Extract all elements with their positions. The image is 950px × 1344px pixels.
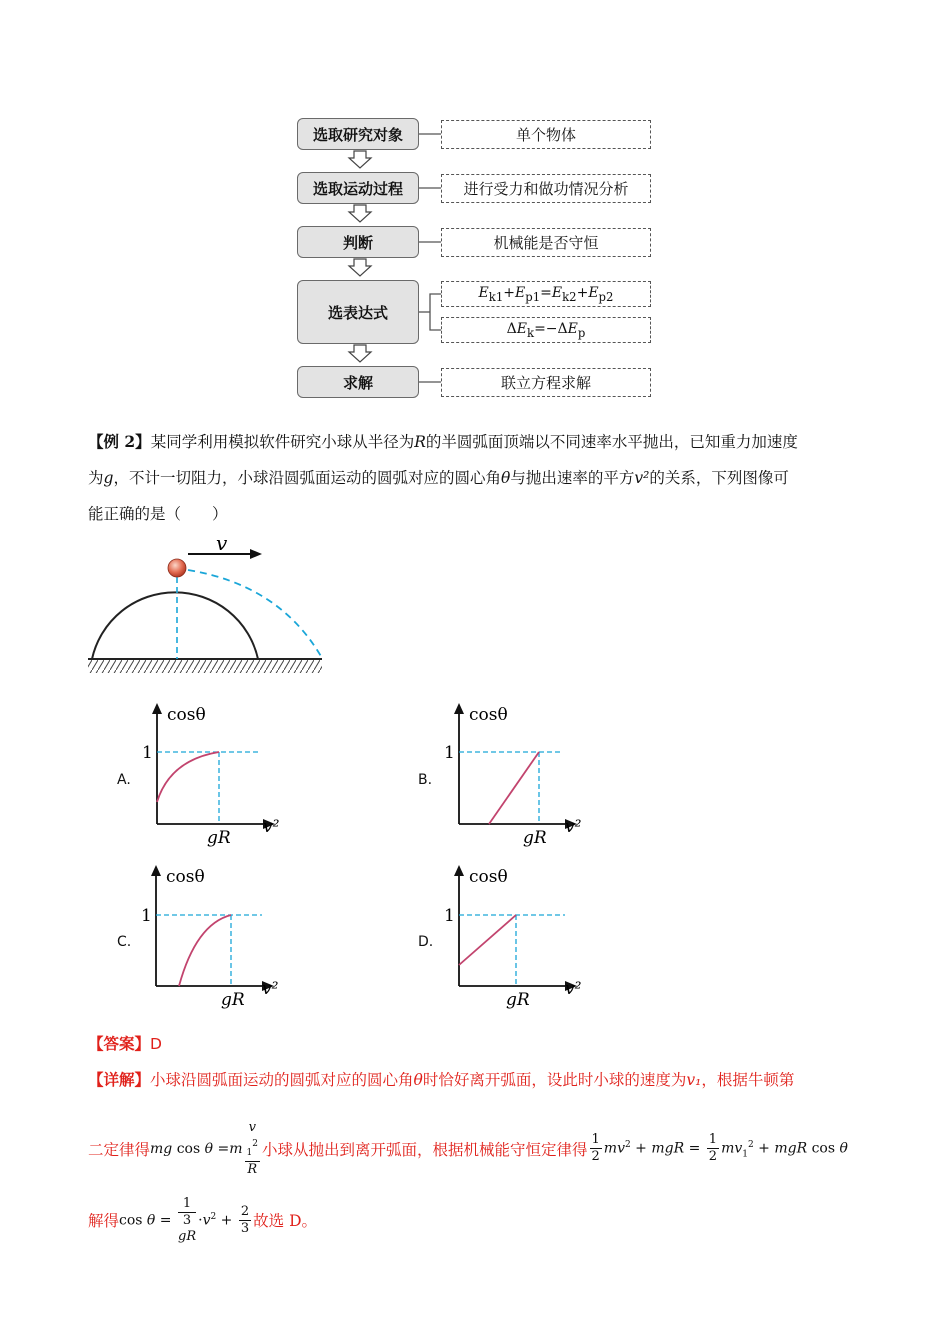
down-arrow-icon	[349, 151, 371, 168]
question-line2d: 的关系，下列图像可	[649, 469, 789, 487]
question-line1: 某同学利用模拟软件研究小球从半径为	[150, 433, 415, 451]
var-v2: v²	[634, 469, 650, 487]
question-line2b: ，不计一切阻力，小球沿圆弧面运动的圆弧对应的圆心角	[113, 469, 501, 487]
flowchart-connectors	[0, 0, 950, 410]
ball	[168, 559, 186, 577]
hemisphere-figure	[80, 530, 340, 680]
y-axis-label: cosθ	[469, 867, 508, 887]
explain-v1: v₁	[686, 1071, 702, 1089]
down-arrow-icon	[349, 259, 371, 276]
tick-one: 1	[142, 743, 153, 763]
newton-equation: mg cos θ =m v $_1^2$ R	[150, 1120, 258, 1177]
graph-c[interactable]	[134, 862, 294, 1012]
explain-tag: 【详解】	[88, 1070, 151, 1089]
explain-theta: θ	[413, 1071, 423, 1089]
x-axis-label: v²	[565, 817, 582, 837]
answer-line	[88, 1032, 162, 1054]
answer-tag: 【答案】	[88, 1034, 151, 1053]
option-a-label[interactable]: A.	[117, 772, 131, 788]
velocity-label: v	[216, 531, 228, 555]
explain-line2b: 小球从抛出到离开弧面，根据机械能守恒定律得	[262, 1140, 588, 1159]
note-energy-conserved: 机械能是否守恒	[441, 228, 651, 257]
var-theta: θ	[500, 469, 511, 487]
explain-line2a: 二定律得	[88, 1140, 151, 1159]
tick-one: 1	[141, 906, 152, 926]
question-line1b: 的半圆弧面顶端以不同速率水平抛出，已知重力加速度	[425, 433, 798, 451]
note-energy-equation: $E_{k1}+E_{p1}=E_{k2}+E_{p2}$	[441, 281, 651, 307]
x-axis-label: v²	[263, 817, 280, 837]
velocity-arrow-icon	[250, 549, 262, 559]
result-equation: cos θ = 1 3 gR $\cdot v^2$ + $\frac{2}{3}$	[119, 1195, 250, 1244]
explain-line1b: 时恰好离开弧面，设此时小球的速度为	[422, 1071, 687, 1089]
graph-a[interactable]	[135, 700, 295, 850]
note-single-object: 单个物体	[441, 120, 651, 149]
graph-d[interactable]	[437, 862, 597, 1012]
explain-line3b: 故选 D。	[253, 1212, 318, 1231]
question-line2c: 与抛出速率的平方	[510, 469, 635, 487]
y-axis-label: cosθ	[167, 705, 206, 725]
energy-equation: $\frac{1}{2}$ $mv^2$ + mgR = $\frac{1}{2}$ $mv_1^2$ + mgR cos θ	[591, 1132, 848, 1165]
note-force-work-analysis: 进行受力和做功情况分析	[441, 174, 651, 203]
tick-one: 1	[444, 743, 455, 763]
tick-gR: gR	[523, 828, 547, 848]
question-line3: 能正确的是（ ）	[88, 505, 228, 523]
explanation	[88, 1066, 868, 1245]
y-axis-label: cosθ	[166, 867, 205, 887]
step-select-object: 选取研究对象	[297, 118, 419, 150]
question-line2a: 为	[88, 469, 104, 487]
tick-gR: gR	[221, 990, 245, 1010]
x-axis-label: v²	[262, 979, 279, 999]
down-arrow-icon	[349, 345, 371, 362]
note-delta-equation: $\Delta E_k=-\Delta E_p$	[441, 317, 651, 343]
tick-gR: gR	[506, 990, 530, 1010]
x-axis-label: v²	[565, 979, 582, 999]
tick-one: 1	[444, 906, 455, 926]
step-judge: 判断	[297, 226, 419, 258]
option-c-label[interactable]: C.	[117, 934, 132, 950]
explain-line1a: 小球沿圆弧面运动的圆弧对应的圆心角	[150, 1071, 414, 1089]
option-b-label[interactable]: B.	[418, 772, 433, 788]
y-axis-label: cosθ	[469, 705, 508, 725]
step-solve: 求解	[297, 366, 419, 398]
question-text	[88, 424, 868, 532]
step-select-expression: 选表达式	[297, 280, 419, 344]
answer-value: D	[150, 1035, 162, 1053]
explain-line1c: ，根据牛顿第	[701, 1071, 795, 1089]
graph-b[interactable]	[437, 700, 597, 850]
note-simultaneous-equations: 联立方程求解	[441, 368, 651, 397]
var-R: R	[414, 433, 426, 451]
step-select-process: 选取运动过程	[297, 172, 419, 204]
option-d-label[interactable]: D.	[418, 934, 434, 950]
example-tag: 【例 2】	[88, 432, 151, 451]
down-arrow-icon	[349, 205, 371, 222]
tick-gR: gR	[207, 828, 231, 848]
explain-line3a: 解得	[88, 1212, 120, 1231]
var-g: g	[103, 469, 114, 487]
